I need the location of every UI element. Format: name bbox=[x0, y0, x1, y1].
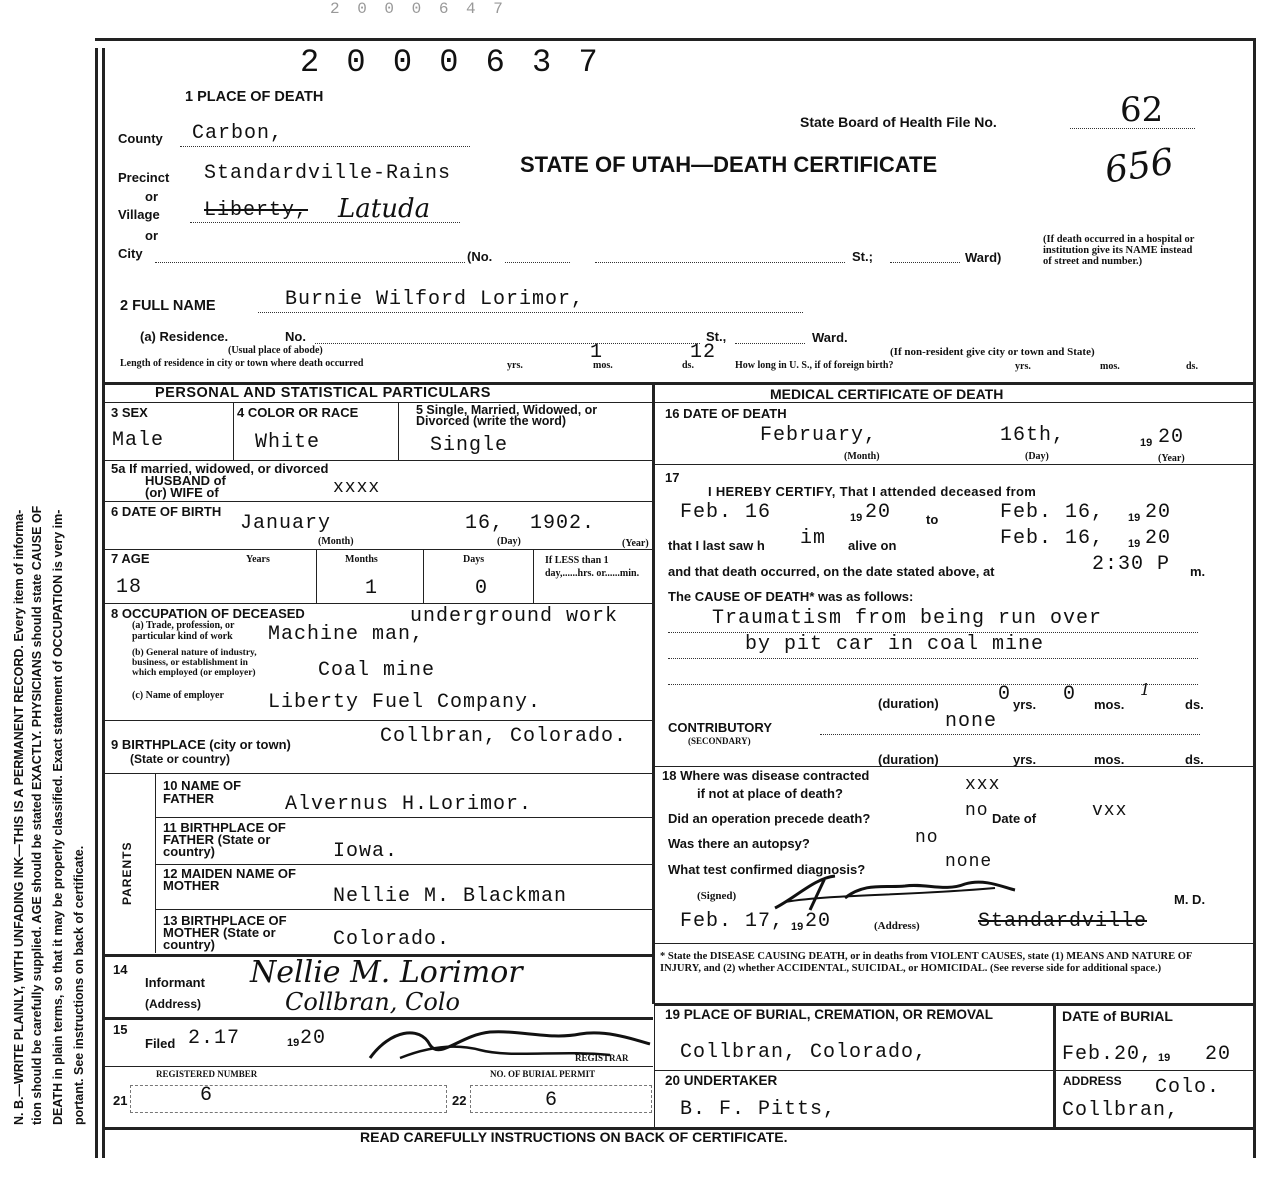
last-saw-alive: Feb. 16, bbox=[1000, 527, 1105, 550]
state-board-label: State Board of Health File No. bbox=[800, 114, 997, 130]
filed-date: 2.17 bbox=[188, 1027, 241, 1050]
mother-name: Nellie M. Blackman bbox=[333, 885, 568, 908]
side-instruction-4: portant. See instructions on back of certificate. bbox=[72, 845, 86, 1125]
place-of-death-label: 1 PLACE OF DEATH bbox=[185, 89, 324, 105]
contracted-value: xxx bbox=[965, 775, 1001, 795]
city-label: City bbox=[118, 246, 143, 261]
precinct-label: Precinct bbox=[118, 170, 170, 185]
undertaker-address-2: Collbran, bbox=[1062, 1099, 1180, 1122]
hospital-note: (If death occurred in a hospital or institution give its NAME instead of street and number.) bbox=[1043, 234, 1195, 267]
faint-header-number: 2 0 0 0 6 4 7 bbox=[330, 0, 507, 18]
dob-day: 16, bbox=[465, 512, 505, 535]
village-label: Village bbox=[118, 207, 160, 222]
mother-birthplace: Colorado. bbox=[333, 928, 451, 951]
county-label: County bbox=[118, 131, 163, 146]
death-month: February, bbox=[760, 424, 878, 447]
parents-label: PARENTS bbox=[120, 841, 134, 905]
file-number: 62 bbox=[1120, 90, 1164, 130]
cause-of-death-2: by pit car in coal mine bbox=[745, 633, 1045, 656]
village-handwritten: Latuda bbox=[338, 194, 431, 224]
certificate-title: STATE OF UTAH—DEATH CERTIFICATE bbox=[520, 152, 938, 177]
dob-year: 1902. bbox=[530, 512, 596, 535]
center-divider bbox=[652, 382, 655, 1004]
death-day: 16th, bbox=[1000, 424, 1066, 447]
precinct-value: Standardville-Rains bbox=[204, 162, 452, 185]
age-years: 18 bbox=[116, 576, 143, 599]
county-value: Carbon, bbox=[192, 122, 284, 145]
full-name-label: 2 FULL NAME bbox=[120, 298, 216, 314]
test-value: none bbox=[945, 852, 993, 872]
contributory-value: none bbox=[945, 710, 998, 733]
operation-date: vxx bbox=[1092, 801, 1128, 821]
burial-permit-number: 6 bbox=[545, 1089, 559, 1112]
sex-value: Male bbox=[112, 429, 165, 452]
employer-value: Liberty Fuel Company. bbox=[268, 691, 542, 714]
medical-header: MEDICAL CERTIFICATE OF DEATH bbox=[770, 386, 1004, 402]
left-border bbox=[95, 48, 98, 1158]
informant-signature: Nellie M. Lorimor bbox=[250, 955, 523, 990]
cause-of-death-1: Traumatism from being run over bbox=[712, 607, 1103, 630]
certify-text: I HEREBY CERTIFY, That I attended deceased from bbox=[708, 484, 1037, 499]
physician-address: Standardville bbox=[978, 910, 1148, 933]
village-struck: Liberty, bbox=[204, 199, 309, 222]
dob-month: January bbox=[240, 512, 332, 535]
occupation-industry: Coal mine bbox=[318, 659, 436, 682]
full-name-value: Burnie Wilford Lorimor, bbox=[285, 288, 585, 311]
footer-instructions: READ CAREFULLY INSTRUCTIONS ON BACK OF CERTIFICATE. bbox=[360, 1129, 788, 1145]
age-months: 1 bbox=[365, 577, 379, 600]
autopsy-value: no bbox=[915, 828, 939, 848]
father-birthplace: Iowa. bbox=[333, 840, 399, 863]
handwritten-number: 656 bbox=[1102, 141, 1177, 192]
color-value: White bbox=[255, 431, 321, 454]
informant-address: Collbran, Colo bbox=[285, 988, 460, 1016]
side-instruction-3: DEATH in plain terms, so that it may be properly classified. Exact statement of OCCUPATION is very im- bbox=[51, 509, 65, 1125]
top-border bbox=[95, 38, 1255, 41]
death-year: 20 bbox=[1158, 426, 1185, 449]
signed-date: Feb. 17, bbox=[680, 910, 785, 933]
occupation-trade: Machine man, bbox=[268, 623, 425, 646]
side-instruction-1: N. B.—WRITE PLAINLY, WITH UNFADING INK—THIS IS A PERMANENT RECORD. Every item of informa- bbox=[12, 509, 26, 1125]
cause-footnote: * State the DISEASE CAUSING DEATH, or in deaths from VIOLENT CAUSES, state (1) MEANS AND NATURE OF INJURY, and (2) whether ACCIDENTAL, SUICIDAL, or HOMICIDAL. (See reverse side for additional space.) bbox=[660, 951, 1192, 974]
filed-year: 20 bbox=[300, 1027, 327, 1050]
undertaker-name: B. F. Pitts, bbox=[680, 1098, 837, 1121]
occupation-extra: underground work bbox=[410, 605, 619, 628]
attended-from: Feb. 16 bbox=[680, 501, 772, 524]
age-days: 0 bbox=[475, 577, 489, 600]
father-name: Alvernus H.Lorimor. bbox=[285, 793, 533, 816]
spouse-value: xxxx bbox=[333, 478, 381, 498]
side-instruction-2: tion should be carefully supplied. AGE should be stated EXACTLY. PHYSICIANS should state CAUSE OF bbox=[30, 505, 44, 1125]
registered-number: 6 bbox=[200, 1084, 214, 1107]
birthplace-value: Collbran, Colorado. bbox=[380, 725, 628, 748]
time-of-death: 2:30 P bbox=[1092, 553, 1171, 576]
attended-to: Feb. 16, bbox=[1000, 501, 1105, 524]
right-border bbox=[1253, 38, 1256, 1158]
undertaker-address-1: Colo. bbox=[1155, 1076, 1221, 1099]
marital-value: Single bbox=[430, 434, 509, 457]
certificate-number: 2 0 0 0 6 3 7 bbox=[300, 44, 602, 81]
personal-header: PERSONAL AND STATISTICAL PARTICULARS bbox=[155, 385, 491, 401]
burial-date: Feb.20, bbox=[1062, 1043, 1154, 1066]
operation-value: no bbox=[965, 801, 989, 821]
burial-place: Collbran, Colorado, bbox=[680, 1041, 928, 1064]
